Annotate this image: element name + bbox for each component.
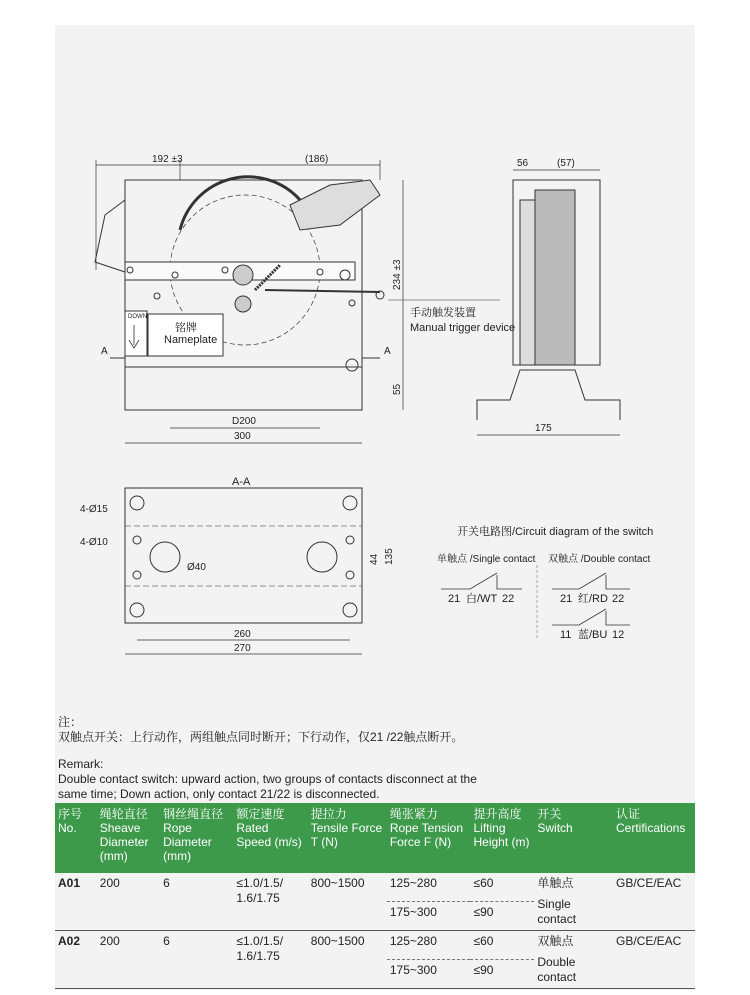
trigger-label-en: Manual trigger device bbox=[410, 322, 516, 334]
cell-height_1: ≤60 bbox=[470, 873, 534, 901]
section-mark-left: A bbox=[101, 346, 108, 357]
front-view bbox=[95, 154, 515, 443]
dim-right: (186) bbox=[305, 154, 329, 165]
header-en: Tensile Force T (N) bbox=[310, 821, 383, 849]
header-en: Certifications bbox=[615, 821, 686, 835]
hole-small-label: 4-Ø10 bbox=[80, 537, 108, 548]
table-row bbox=[55, 931, 695, 960]
double2-mid: 蓝/BU bbox=[578, 629, 608, 641]
notes-cn-text: 双触点开关：上行动作，两组触点同时断开；下行动作，仅21 /22触点断开。 bbox=[58, 730, 464, 744]
header-cell bbox=[308, 803, 387, 873]
cell-tensile: 800~1500 bbox=[308, 873, 387, 931]
hole-center-label: Ø40 bbox=[187, 562, 206, 573]
cell-tension_2: 175~300 bbox=[387, 960, 471, 989]
switch-en: Double contact bbox=[537, 955, 577, 984]
header-en: Rated Speed (m/s) bbox=[236, 821, 302, 849]
header-cell bbox=[470, 803, 534, 873]
cell-cert: GB/CE/EAC bbox=[613, 873, 695, 931]
cell-tension_1: 125~280 bbox=[387, 931, 471, 960]
section-title: A-A bbox=[232, 476, 251, 488]
switch-en: Single contact bbox=[537, 897, 577, 926]
cell-rope: 6 bbox=[160, 873, 233, 931]
notes-en-title: Remark: bbox=[58, 757, 104, 771]
header-en: Switch bbox=[537, 821, 573, 835]
single-left: 21 bbox=[448, 593, 461, 605]
single-contact-label: 单触点 /Single contact bbox=[437, 554, 536, 565]
header-en: Rope Tension Force F (N) bbox=[389, 821, 464, 849]
table-header bbox=[55, 803, 695, 873]
dim-left: 192 ±3 bbox=[152, 154, 183, 165]
cell-no bbox=[55, 931, 97, 989]
cell-rope: 6 bbox=[160, 931, 233, 989]
cell-height_2: ≤90 bbox=[470, 901, 534, 930]
double1-mid: 红/RD bbox=[578, 593, 608, 605]
dim-base: 55 bbox=[392, 383, 403, 395]
dim-44: 44 bbox=[369, 553, 380, 565]
section-mark-right: A bbox=[384, 346, 391, 357]
circuit-diagram bbox=[437, 524, 653, 641]
dim-260: 260 bbox=[234, 629, 251, 640]
header-cn: 绳张紧力 bbox=[389, 807, 438, 821]
dim-height: 234 ±3 bbox=[392, 259, 403, 290]
header-cn: 钢丝绳直径 bbox=[163, 807, 224, 821]
cell-tension_2: 175~300 bbox=[387, 901, 471, 930]
header-en: Sheave Diameter (mm) bbox=[99, 821, 149, 863]
header-en: Lifting Height (m) bbox=[473, 821, 530, 849]
down-label: DOWN bbox=[128, 314, 147, 320]
notes-en-line1: Double contact switch: upward action, two groups of contacts disconnect at the bbox=[58, 772, 477, 786]
double-contact-label: 双触点 /Double contact bbox=[548, 554, 651, 565]
switch-cn: 双触点 bbox=[537, 934, 574, 948]
header-cn: 提升高度 bbox=[473, 807, 522, 821]
header-cell bbox=[387, 803, 471, 873]
dim-sheave: D200 bbox=[232, 416, 256, 427]
single-right: 22 bbox=[502, 593, 515, 605]
header-en: No. bbox=[58, 821, 77, 835]
header-en: Rope Diameter (mm) bbox=[163, 821, 212, 863]
nameplate-en: Nameplate bbox=[164, 334, 218, 346]
header-cell bbox=[160, 803, 233, 873]
cell-cert: GB/CE/EAC bbox=[613, 931, 695, 989]
cell-height_1: ≤60 bbox=[470, 931, 534, 960]
row-id: A02 bbox=[58, 934, 81, 948]
hole-large-label: 4-Ø15 bbox=[80, 504, 108, 515]
header-cn: 序号 bbox=[58, 807, 83, 821]
dim-270: 270 bbox=[234, 643, 251, 654]
side-dim-a: 56 bbox=[517, 158, 529, 169]
double2-right: 12 bbox=[612, 629, 625, 641]
header-cell bbox=[613, 803, 695, 873]
dim-width: 300 bbox=[234, 431, 251, 442]
header-cell bbox=[233, 803, 307, 873]
double1-left: 21 bbox=[560, 593, 573, 605]
side-dim-b: (57) bbox=[557, 158, 575, 169]
header-cell bbox=[97, 803, 160, 873]
double1-right: 22 bbox=[612, 593, 625, 605]
header-cell bbox=[534, 803, 613, 873]
header-cn: 开关 bbox=[537, 807, 562, 821]
switch-cn: 单触点 bbox=[537, 876, 574, 890]
header-cn: 额定速度 bbox=[236, 807, 285, 821]
side-view bbox=[477, 158, 620, 435]
dim-135: 135 bbox=[384, 548, 395, 565]
section-view bbox=[80, 476, 395, 654]
cell-speed: ≤1.0/1.5/ 1.6/1.75 bbox=[233, 931, 307, 989]
header-cn: 绳轮直径 bbox=[99, 807, 148, 821]
cell-tensile: 800~1500 bbox=[308, 931, 387, 989]
cell-speed: ≤1.0/1.5/ 1.6/1.75 bbox=[233, 873, 307, 931]
cell-sheave: 200 bbox=[97, 931, 160, 989]
header-cell bbox=[55, 803, 97, 873]
header-cn: 提拉力 bbox=[310, 807, 347, 821]
notes bbox=[58, 715, 688, 802]
circuit-title: 开关电路图/Circuit diagram of the switch bbox=[457, 526, 654, 538]
cell-switch bbox=[534, 931, 613, 989]
nameplate-cn: 铭牌 bbox=[175, 322, 197, 334]
notes-cn-title: 注： bbox=[58, 715, 83, 729]
cell-no bbox=[55, 873, 97, 931]
table-row bbox=[55, 873, 695, 901]
row-id: A01 bbox=[58, 876, 81, 890]
double2-left: 11 bbox=[560, 629, 572, 641]
single-mid: 白/WT bbox=[466, 593, 498, 605]
notes-en-line2: same time; Down action, only contact 21/22 is disconnected. bbox=[58, 787, 380, 801]
side-dim-width: 175 bbox=[535, 423, 552, 434]
header-cn: 认证 bbox=[615, 807, 640, 821]
trigger-label-cn: 手动触发装置 bbox=[410, 307, 476, 319]
cell-tension_1: 125~280 bbox=[387, 873, 471, 901]
cell-height_2: ≤90 bbox=[470, 960, 534, 989]
cell-switch bbox=[534, 873, 613, 931]
spec-table bbox=[55, 803, 695, 989]
cell-sheave: 200 bbox=[97, 873, 160, 931]
